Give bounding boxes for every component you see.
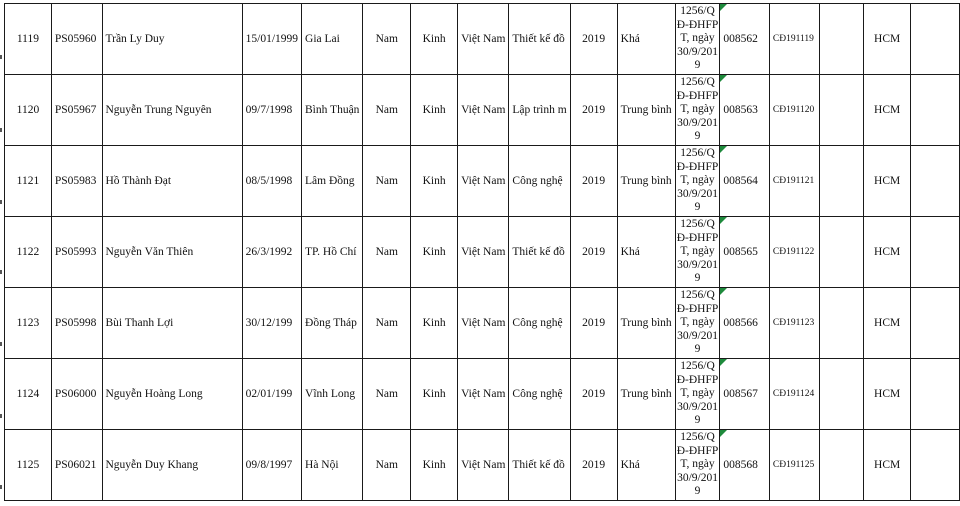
row-header-tick bbox=[0, 270, 2, 274]
cell-major[interactable]: Công nghệ bbox=[509, 146, 570, 217]
cell-decision[interactable]: 1256/QĐ-ĐHFPT, ngày 30/9/2019 bbox=[675, 4, 720, 75]
cell-rank[interactable]: Trung bình bbox=[617, 75, 675, 146]
cell-birth-place[interactable]: Đồng Tháp bbox=[302, 288, 363, 359]
cell-campus[interactable]: HCM bbox=[863, 288, 910, 359]
cell-full-name[interactable]: Hồ Thành Đạt bbox=[102, 146, 242, 217]
cell-nationality[interactable]: Việt Nam bbox=[458, 359, 509, 430]
cell-full-name[interactable]: Bùi Thanh Lợi bbox=[102, 288, 242, 359]
cell-stt[interactable]: 1122 bbox=[5, 217, 52, 288]
table-row bbox=[5, 4, 960, 75]
cell-registry-number[interactable]: CĐ191125 bbox=[769, 430, 819, 501]
cell-graduation-year[interactable]: 2019 bbox=[570, 430, 617, 501]
cell-full-name[interactable]: Nguyễn Hoàng Long bbox=[102, 359, 242, 430]
row-header-tick bbox=[0, 485, 2, 489]
cell-campus[interactable]: HCM bbox=[863, 359, 910, 430]
cell-empty[interactable] bbox=[911, 75, 960, 146]
cell-birth-date[interactable]: 09/7/1998 bbox=[242, 75, 301, 146]
cell-full-name[interactable]: Nguyễn Duy Khang bbox=[102, 430, 242, 501]
cell-birth-date[interactable]: 26/3/1992 bbox=[242, 217, 301, 288]
cell-certificate-number[interactable]: 008567 bbox=[720, 359, 770, 430]
cell-nationality[interactable]: Việt Nam bbox=[458, 4, 509, 75]
cell-stt[interactable]: 1120 bbox=[5, 75, 52, 146]
cell-empty[interactable] bbox=[911, 288, 960, 359]
cell-rank[interactable]: Khá bbox=[617, 4, 675, 75]
cell-rank[interactable]: Khá bbox=[617, 430, 675, 501]
row-header-tick bbox=[0, 342, 2, 346]
cell-full-name[interactable]: Trần Ly Duy bbox=[102, 4, 242, 75]
cell-decision[interactable]: 1256/QĐ-ĐHFPT, ngày 30/9/2019 bbox=[675, 217, 720, 288]
cell-major[interactable]: Lập trình m bbox=[509, 75, 570, 146]
cell-major[interactable]: Thiết kế đồ bbox=[509, 4, 570, 75]
cell-birth-place[interactable]: Gia Lai bbox=[302, 4, 363, 75]
cell-registry-number[interactable]: CĐ191120 bbox=[769, 75, 819, 146]
row-header-tick bbox=[0, 200, 2, 204]
cell-rank[interactable]: Khá bbox=[617, 217, 675, 288]
cell-student-id[interactable]: PS06021 bbox=[51, 430, 102, 501]
cell-decision[interactable]: 1256/QĐ-ĐHFPT, ngày 30/9/2019 bbox=[675, 430, 720, 501]
cell-decision[interactable]: 1256/QĐ-ĐHFPT, ngày 30/9/2019 bbox=[675, 288, 720, 359]
cell-gender[interactable]: Nam bbox=[363, 217, 411, 288]
cell-student-id[interactable]: PS05983 bbox=[51, 146, 102, 217]
comment-indicator-icon bbox=[720, 4, 727, 11]
cell-campus[interactable]: HCM bbox=[863, 75, 910, 146]
cell-certificate-number[interactable]: 008565 bbox=[720, 217, 770, 288]
table-row bbox=[5, 430, 960, 501]
comment-indicator-icon bbox=[720, 146, 727, 153]
cell-stt[interactable]: 1125 bbox=[5, 430, 52, 501]
cell-campus[interactable]: HCM bbox=[863, 430, 910, 501]
cell-note[interactable] bbox=[819, 430, 863, 501]
cell-ethnicity[interactable]: Kinh bbox=[411, 359, 458, 430]
cell-student-id[interactable]: PS06000 bbox=[51, 359, 102, 430]
cell-birth-date[interactable]: 02/01/199 bbox=[242, 359, 301, 430]
cell-empty[interactable] bbox=[911, 4, 960, 75]
table-row bbox=[5, 217, 960, 288]
cell-major[interactable]: Công nghệ bbox=[509, 288, 570, 359]
cell-registry-number[interactable]: CĐ191123 bbox=[769, 288, 819, 359]
cell-empty[interactable] bbox=[911, 359, 960, 430]
cell-gender[interactable]: Nam bbox=[363, 146, 411, 217]
cell-nationality[interactable]: Việt Nam bbox=[458, 288, 509, 359]
cell-birth-place[interactable]: Hà Nội bbox=[302, 430, 363, 501]
cell-campus[interactable]: HCM bbox=[863, 217, 910, 288]
cell-note[interactable] bbox=[819, 288, 863, 359]
cell-major[interactable]: Thiết kế đồ bbox=[509, 430, 570, 501]
table-row bbox=[5, 359, 960, 430]
cell-decision[interactable]: 1256/QĐ-ĐHFPT, ngày 30/9/2019 bbox=[675, 146, 720, 217]
cell-birth-date[interactable]: 08/5/1998 bbox=[242, 146, 301, 217]
cell-nationality[interactable]: Việt Nam bbox=[458, 75, 509, 146]
table-row bbox=[5, 146, 960, 217]
table-row bbox=[5, 75, 960, 146]
cell-ethnicity[interactable]: Kinh bbox=[411, 288, 458, 359]
cell-certificate-number[interactable]: 008564 bbox=[720, 146, 770, 217]
cell-graduation-year[interactable]: 2019 bbox=[570, 146, 617, 217]
cell-registry-number[interactable]: CĐ191122 bbox=[769, 217, 819, 288]
comment-indicator-icon bbox=[720, 217, 727, 224]
cell-birth-place[interactable]: Vĩnh Long bbox=[302, 359, 363, 430]
cell-stt[interactable]: 1124 bbox=[5, 359, 52, 430]
cell-nationality[interactable]: Việt Nam bbox=[458, 430, 509, 501]
cell-graduation-year[interactable]: 2019 bbox=[570, 4, 617, 75]
cell-gender[interactable]: Nam bbox=[363, 359, 411, 430]
cell-certificate-number[interactable]: 008562 bbox=[720, 4, 770, 75]
cell-note[interactable] bbox=[819, 146, 863, 217]
cell-registry-number[interactable]: CĐ191124 bbox=[769, 359, 819, 430]
cell-rank[interactable]: Trung bình bbox=[617, 288, 675, 359]
cell-empty[interactable] bbox=[911, 146, 960, 217]
cell-birth-date[interactable]: 09/8/1997 bbox=[242, 430, 301, 501]
cell-rank[interactable]: Trung bình bbox=[617, 146, 675, 217]
cell-student-id[interactable]: PS05998 bbox=[51, 288, 102, 359]
cell-ethnicity[interactable]: Kinh bbox=[411, 75, 458, 146]
graduate-table bbox=[4, 3, 960, 501]
cell-decision[interactable]: 1256/QĐ-ĐHFPT, ngày 30/9/2019 bbox=[675, 75, 720, 146]
cell-student-id[interactable]: PS05967 bbox=[51, 75, 102, 146]
cell-ethnicity[interactable]: Kinh bbox=[411, 430, 458, 501]
cell-graduation-year[interactable]: 2019 bbox=[570, 75, 617, 146]
cell-birth-date[interactable]: 15/01/1999 bbox=[242, 4, 301, 75]
cell-certificate-number[interactable]: 008568 bbox=[720, 430, 770, 501]
cell-nationality[interactable]: Việt Nam bbox=[458, 146, 509, 217]
cell-certificate-number[interactable]: 008563 bbox=[720, 75, 770, 146]
row-header-tick bbox=[0, 128, 2, 132]
cell-student-id[interactable]: PS05960 bbox=[51, 4, 102, 75]
cell-campus[interactable]: HCM bbox=[863, 146, 910, 217]
cell-full-name[interactable]: Nguyễn Trung Nguyên bbox=[102, 75, 242, 146]
cell-decision[interactable]: 1256/QĐ-ĐHFPT, ngày 30/9/2019 bbox=[675, 359, 720, 430]
row-header-tick bbox=[0, 414, 2, 418]
cell-registry-number[interactable]: CĐ191121 bbox=[769, 146, 819, 217]
cell-student-id[interactable]: PS05993 bbox=[51, 217, 102, 288]
cell-birth-place[interactable]: Bình Thuận bbox=[302, 75, 363, 146]
cell-gender[interactable]: Nam bbox=[363, 4, 411, 75]
comment-indicator-icon bbox=[720, 430, 727, 437]
cell-graduation-year[interactable]: 2019 bbox=[570, 288, 617, 359]
cell-birth-place[interactable]: TP. Hồ Chí bbox=[302, 217, 363, 288]
cell-empty[interactable] bbox=[911, 430, 960, 501]
cell-graduation-year[interactable]: 2019 bbox=[570, 359, 617, 430]
table-row bbox=[5, 288, 960, 359]
cell-full-name[interactable]: Nguyễn Văn Thiên bbox=[102, 217, 242, 288]
comment-indicator-icon bbox=[720, 359, 727, 366]
cell-ethnicity[interactable]: Kinh bbox=[411, 4, 458, 75]
cell-gender[interactable]: Nam bbox=[363, 288, 411, 359]
cell-stt[interactable]: 1121 bbox=[5, 146, 52, 217]
cell-graduation-year[interactable]: 2019 bbox=[570, 217, 617, 288]
cell-registry-number[interactable]: CĐ191119 bbox=[769, 4, 819, 75]
cell-birth-place[interactable]: Lâm Đồng bbox=[302, 146, 363, 217]
cell-campus[interactable]: HCM bbox=[863, 4, 910, 75]
cell-note[interactable] bbox=[819, 75, 863, 146]
cell-major[interactable]: Thiết kế đồ bbox=[509, 217, 570, 288]
cell-note[interactable] bbox=[819, 217, 863, 288]
row-header-tick bbox=[0, 55, 2, 59]
cell-ethnicity[interactable]: Kinh bbox=[411, 217, 458, 288]
cell-certificate-number[interactable]: 008566 bbox=[720, 288, 770, 359]
comment-indicator-icon bbox=[720, 288, 727, 295]
cell-birth-date[interactable]: 30/12/199 bbox=[242, 288, 301, 359]
cell-note[interactable] bbox=[819, 359, 863, 430]
cell-ethnicity[interactable]: Kinh bbox=[411, 146, 458, 217]
cell-rank[interactable]: Trung bình bbox=[617, 359, 675, 430]
cell-gender[interactable]: Nam bbox=[363, 75, 411, 146]
cell-gender[interactable]: Nam bbox=[363, 430, 411, 501]
cell-stt[interactable]: 1123 bbox=[5, 288, 52, 359]
cell-nationality[interactable]: Việt Nam bbox=[458, 217, 509, 288]
comment-indicator-icon bbox=[720, 75, 727, 82]
cell-major[interactable]: Công nghệ bbox=[509, 359, 570, 430]
cell-note[interactable] bbox=[819, 4, 863, 75]
cell-empty[interactable] bbox=[911, 217, 960, 288]
cell-stt[interactable]: 1119 bbox=[5, 4, 52, 75]
